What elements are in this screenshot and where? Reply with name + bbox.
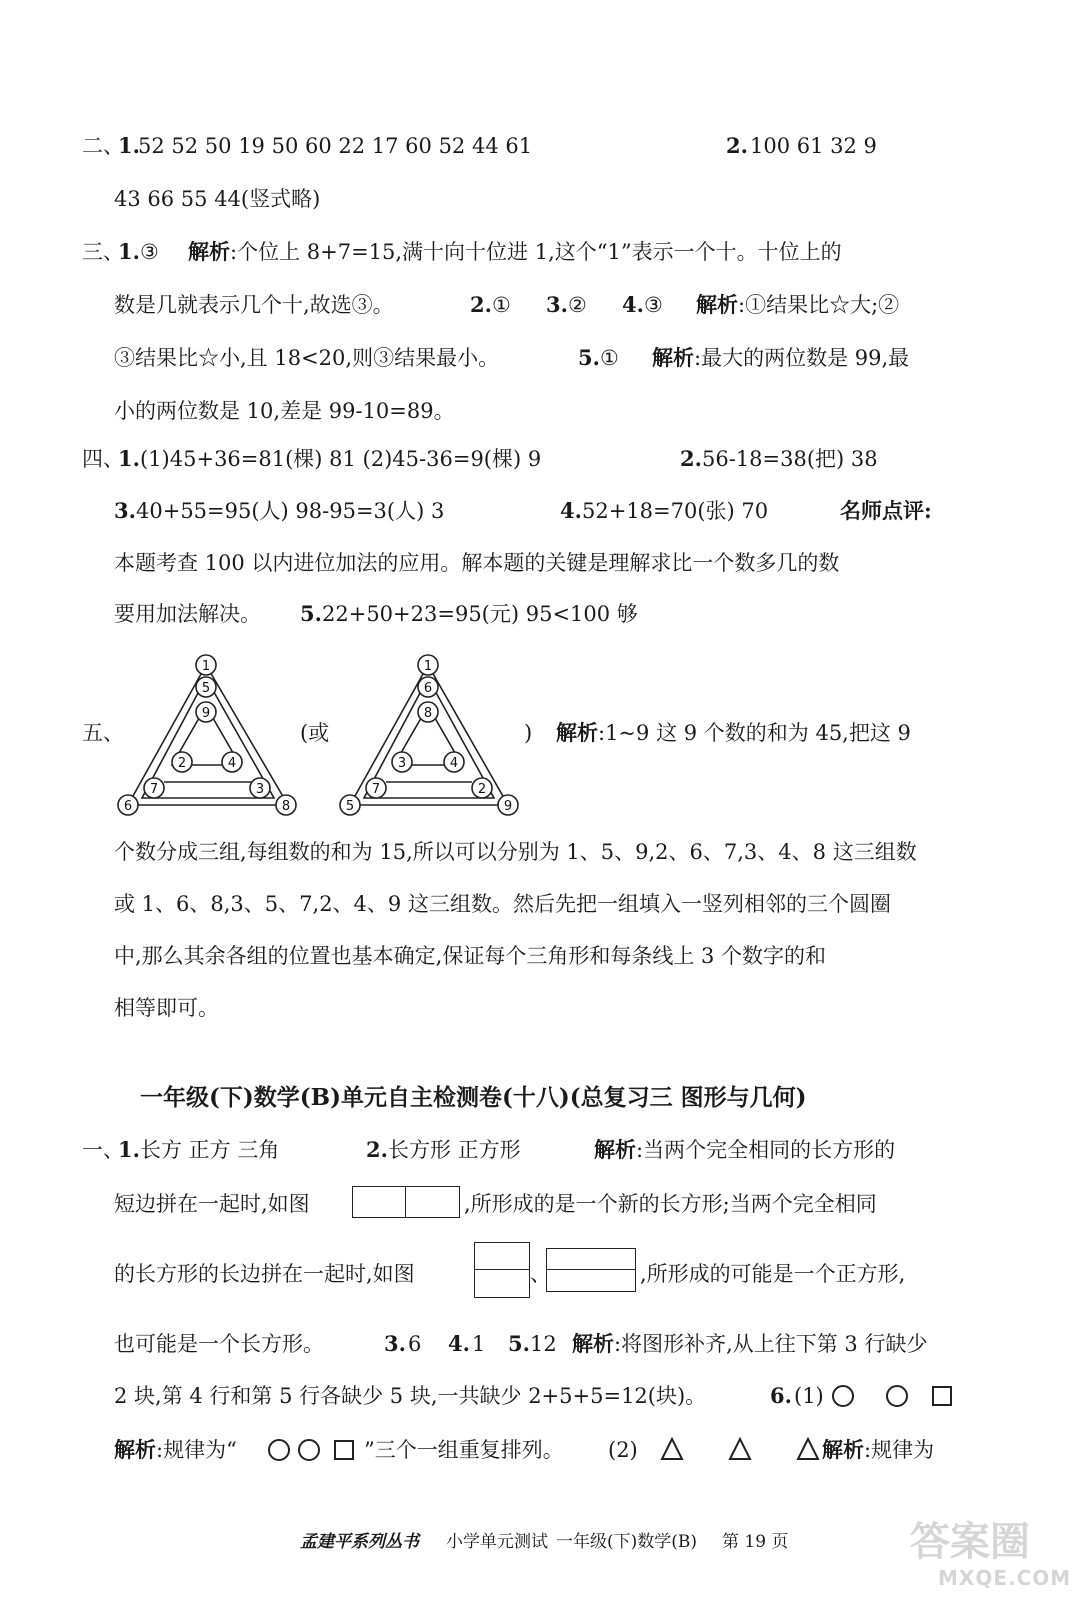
item-number: 2. xyxy=(470,292,492,317)
item-number: 2. xyxy=(680,446,702,471)
analysis-text: ③结果比☆小,且 18<20,则③结果最小。 xyxy=(114,346,500,370)
answer-text: 52 52 50 19 50 60 22 17 60 52 44 61 xyxy=(138,134,533,158)
answer-text: 6 xyxy=(408,1332,422,1356)
circle-shape-icon xyxy=(268,1439,290,1461)
item-number: 5. xyxy=(578,345,600,370)
square-long-side-joined xyxy=(474,1242,530,1298)
answer-text: 12 xyxy=(530,1332,557,1356)
circle-number: 1 xyxy=(201,659,211,674)
circle-shape-icon xyxy=(298,1439,320,1461)
triangle-figure-2 xyxy=(334,650,534,820)
analysis-text: :1~9 这 9 个数的和为 45,把这 9 xyxy=(598,721,911,745)
triangle-shape-icon xyxy=(798,1439,818,1459)
answer-text: ③ xyxy=(644,293,663,317)
circle-number: 6 xyxy=(423,681,433,696)
circle-number: 5 xyxy=(345,799,355,814)
analysis-text: :①结果比☆大;② xyxy=(738,293,900,317)
circle-number: 4 xyxy=(227,756,237,771)
triangle-figure-1 xyxy=(110,650,310,820)
analysis-label: 解析 xyxy=(822,1437,864,1462)
item-number: 4. xyxy=(448,1331,470,1356)
section-label: 四、 xyxy=(82,447,124,471)
analysis-text: 2 块,第 4 行和第 5 行各缺少 5 块,一共缺少 2+5+5=12(块)。 xyxy=(114,1384,707,1408)
answer-text: 长方形 正方形 xyxy=(388,1138,521,1162)
teacher-comment-label: 名师点评: xyxy=(840,498,932,523)
analysis-text: :当两个完全相同的长方形的 xyxy=(636,1138,896,1162)
watermark-text: 答案圈 xyxy=(910,1519,1030,1565)
analysis-text: :规律为“ xyxy=(156,1438,237,1462)
rect-long-side-joined xyxy=(546,1248,636,1292)
analysis-label: 解析 xyxy=(556,720,598,745)
item-number: 1. xyxy=(118,133,140,158)
answer-text: 56-18=38(把) 38 xyxy=(702,447,878,471)
circle-number: 2 xyxy=(177,756,187,771)
item-number: 4. xyxy=(622,292,644,317)
section-label: 二、 xyxy=(82,134,124,158)
triangle-shapes xyxy=(660,1436,850,1462)
analysis-text: 中,那么其余各组的位置也基本确定,保证每个三角形和每条线上 3 个数字的和 xyxy=(114,944,827,968)
item-number: 4. xyxy=(560,498,582,523)
analysis-text: ,所形成的是一个新的长方形;当两个完全相同 xyxy=(464,1192,877,1216)
analysis-text: 小的两位数是 10,差是 99-10=89。 xyxy=(114,399,455,423)
answer-text: 52+18=70(张) 70 xyxy=(582,499,769,523)
analysis-text: 或 1、6、8,3、5、7,2、4、9 这三组数。然后先把一组填入一竖列相邻的三个圆圈 xyxy=(114,892,891,916)
analysis-text: 要用加法解决。 xyxy=(114,602,261,626)
answer-text: ② xyxy=(568,293,587,317)
item-number: 1. xyxy=(118,446,140,471)
analysis-text: 数是几就表示几个十,故选③。 xyxy=(114,293,394,317)
footer-series: 孟建平系列丛书 xyxy=(300,1532,419,1552)
triangle-shape-icon xyxy=(662,1439,682,1459)
answer-text: ① xyxy=(600,346,619,370)
answer-text: 40+55=95(人) 98-95=3(人) 3 xyxy=(136,499,445,523)
section-label: 一、 xyxy=(82,1138,124,1162)
circle-number: 7 xyxy=(149,782,159,797)
circle-shape-icon xyxy=(886,1385,908,1407)
item-number: 3. xyxy=(384,1331,406,1356)
item-number: 3. xyxy=(114,498,136,523)
alternative-open: (或 xyxy=(300,721,330,745)
circle-number: 1 xyxy=(423,659,433,674)
circle-number: 4 xyxy=(449,756,459,771)
item-number: 6. xyxy=(770,1383,792,1408)
answer-text: 43 66 55 44(竖式略) xyxy=(114,187,321,211)
circle-shape-icon xyxy=(832,1385,854,1407)
circle-number: 9 xyxy=(201,706,211,721)
section-title: 一年级(下)数学(B)单元自主检测卷(十八)(总复习三 图形与几何) xyxy=(140,1084,807,1111)
item-number: 5. xyxy=(508,1331,530,1356)
section-label: 五、 xyxy=(82,721,124,745)
analysis-text: 本题考查 100 以内进位加法的应用。解本题的关键是理解求比一个数多几的数 xyxy=(114,551,840,575)
analysis-label: 解析 xyxy=(594,1137,636,1162)
item-number: 1. xyxy=(118,239,140,264)
item-number: 2. xyxy=(726,133,748,158)
item-number: 5. xyxy=(300,601,322,626)
watermark-logo xyxy=(908,1508,1072,1598)
analysis-label: 解析 xyxy=(652,345,694,370)
analysis-text: 个数分成三组,每组数的和为 15,所以可以分别为 1、5、9,2、6、7,3、4、8 这三组数 xyxy=(114,840,917,864)
section-label: 三、 xyxy=(82,240,124,264)
analysis-text: :将图形补齐,从上往下第 3 行缺少 xyxy=(614,1332,928,1356)
answer-text: (1)45+36=81(棵) 81 (2)45-36=9(棵) 9 xyxy=(140,447,542,471)
analysis-text: 短边拼在一起时,如图 xyxy=(114,1192,310,1216)
analysis-text: 的长方形的长边拼在一起时,如图 xyxy=(114,1262,415,1286)
answer-text: (1) xyxy=(794,1384,824,1408)
analysis-text: 相等即可。 xyxy=(114,996,219,1020)
answer-text: 1 xyxy=(472,1332,486,1356)
answer-text: 22+50+23=95(元) 95<100 够 xyxy=(322,602,638,626)
analysis-text: :个位上 8+7=15,满十向十位进 1,这个“1”表示一个十。十位上的 xyxy=(230,240,842,264)
analysis-text: ”三个一组重复排列。 xyxy=(364,1438,564,1462)
analysis-label: 解析 xyxy=(114,1437,156,1462)
item-number: 2. xyxy=(366,1137,388,1162)
circle-number: 5 xyxy=(201,681,211,696)
circle-number: 6 xyxy=(123,799,133,814)
footer-grade: 一年级(下)数学(B) xyxy=(556,1532,698,1552)
analysis-text: :规律为 xyxy=(864,1438,935,1462)
item-number: 1. xyxy=(118,1137,140,1162)
triangle-shape-icon xyxy=(730,1439,750,1459)
item-number: 3. xyxy=(546,292,568,317)
circle-number: 9 xyxy=(503,799,513,814)
analysis-label: 解析 xyxy=(188,239,230,264)
answer-text: 100 61 32 9 xyxy=(750,134,877,158)
circle-number: 8 xyxy=(423,706,433,721)
analysis-text: 也可能是一个长方形。 xyxy=(114,1332,324,1356)
answer-text: 长方 正方 三角 xyxy=(140,1138,280,1162)
square-shape-icon xyxy=(334,1440,354,1460)
circle-number: 2 xyxy=(477,782,487,797)
answer-text: ① xyxy=(492,293,511,317)
answer-text: ③ xyxy=(140,240,159,264)
analysis-text: ,所形成的可能是一个正方形, xyxy=(640,1262,906,1286)
rect-short-side-joined xyxy=(352,1186,460,1218)
analysis-label: 解析 xyxy=(696,292,738,317)
circle-number: 7 xyxy=(371,782,381,797)
watermark-url: MXQE.COM xyxy=(938,1566,1072,1590)
circle-number: 3 xyxy=(255,782,265,797)
analysis-label: 解析 xyxy=(572,1331,614,1356)
item-number: (2) xyxy=(608,1438,638,1462)
footer-page: 第 19 页 xyxy=(722,1532,789,1552)
alternative-close: ) xyxy=(524,721,533,745)
circle-number: 3 xyxy=(397,756,407,771)
analysis-text: :最大的两位数是 99,最 xyxy=(694,346,910,370)
separator: 、 xyxy=(530,1262,551,1286)
footer-book: 小学单元测试 xyxy=(446,1532,548,1552)
square-shape-icon xyxy=(932,1386,952,1406)
circle-number: 8 xyxy=(281,799,291,814)
